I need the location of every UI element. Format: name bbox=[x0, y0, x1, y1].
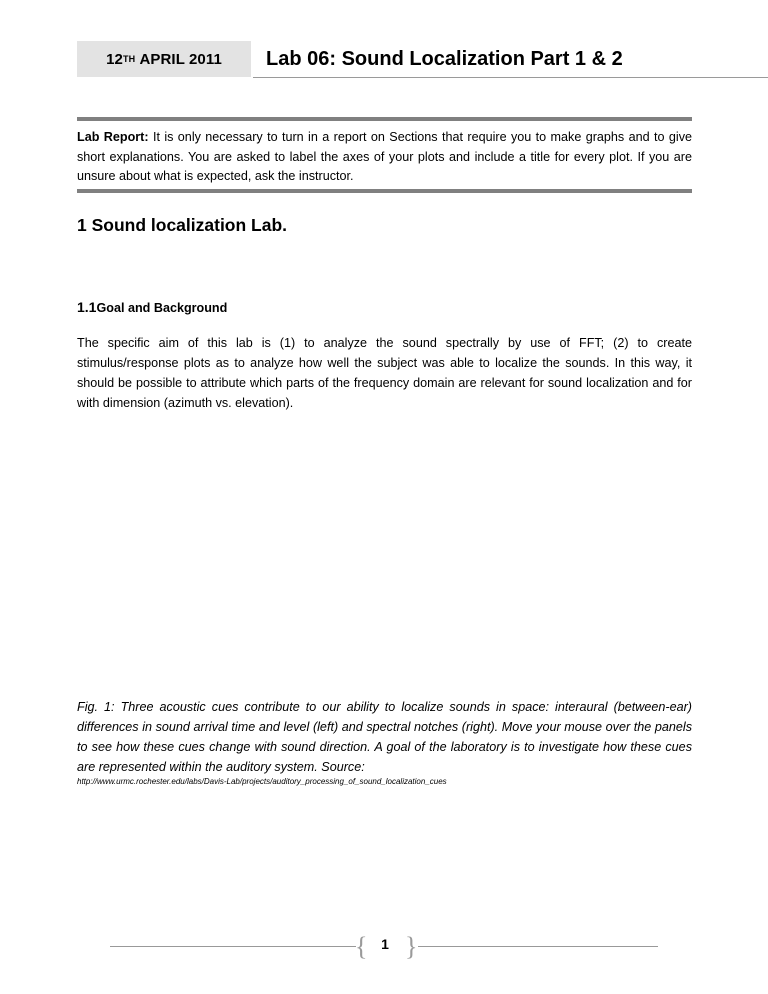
header-date: 12 TH APRIL 2011 bbox=[77, 41, 251, 77]
lab-report-bottom-rule bbox=[77, 189, 692, 193]
date-month-year: APRIL 2011 bbox=[139, 50, 222, 68]
figure-source-url: http://www.urmc.rochester.edu/labs/Davis-Lab/projects/auditory_processing_of_sound_localization_cues bbox=[77, 777, 447, 786]
lab-report-label: Lab Report: bbox=[77, 130, 149, 144]
section-1-1-heading bbox=[77, 299, 227, 317]
figure-area bbox=[77, 420, 692, 685]
lab-report-note bbox=[77, 128, 692, 187]
footer-bracket-left: { bbox=[355, 932, 368, 961]
footer-bracket-right: } bbox=[405, 932, 418, 961]
footer-line-right bbox=[418, 946, 658, 947]
page-header bbox=[77, 41, 692, 77]
lab-report-top-rule bbox=[77, 117, 692, 121]
goal-paragraph: The specific aim of this lab is (1) to analyze the sound spectrally by use of FFT; (2) to create stimulus/response plots as to analyze how well the subject was able to localize the sounds. In this way, it should be possible to attribute which parts of the frequency domain are relevant for sound localization and for with dimension (azimuth vs. elevation). bbox=[77, 336, 692, 410]
page-number: 1 bbox=[381, 936, 389, 952]
section-1-1-title: Goal and Background bbox=[96, 301, 228, 315]
header-divider bbox=[253, 77, 768, 78]
footer-line-left bbox=[110, 946, 356, 947]
section-1-heading: 1 Sound localization Lab. bbox=[77, 215, 288, 235]
figure-caption: Fig. 1: Three acoustic cues contribute to our ability to localize sounds in space: interaural (between-ear) differences in sound arrival time and level (left) and spectral notches (right). Move your mouse over the panels to see how these cues change with sound direction. A goal of the laboratory is to investigate how these cues are represented within the auditory system. Source: bbox=[77, 700, 692, 774]
section-1-1-number: 1.1 bbox=[77, 299, 97, 315]
document-title: Lab 06: Sound Localization Part 1 & 2 bbox=[266, 47, 623, 70]
lab-report-text: It is only necessary to turn in a report on Sections that require you to make graphs and to give short explanations. You are asked to label the axes of your plots and include a title for every plot. If you are unsure about what is expected, ask the instructor. bbox=[77, 130, 692, 183]
date-day: 12 bbox=[106, 50, 123, 68]
